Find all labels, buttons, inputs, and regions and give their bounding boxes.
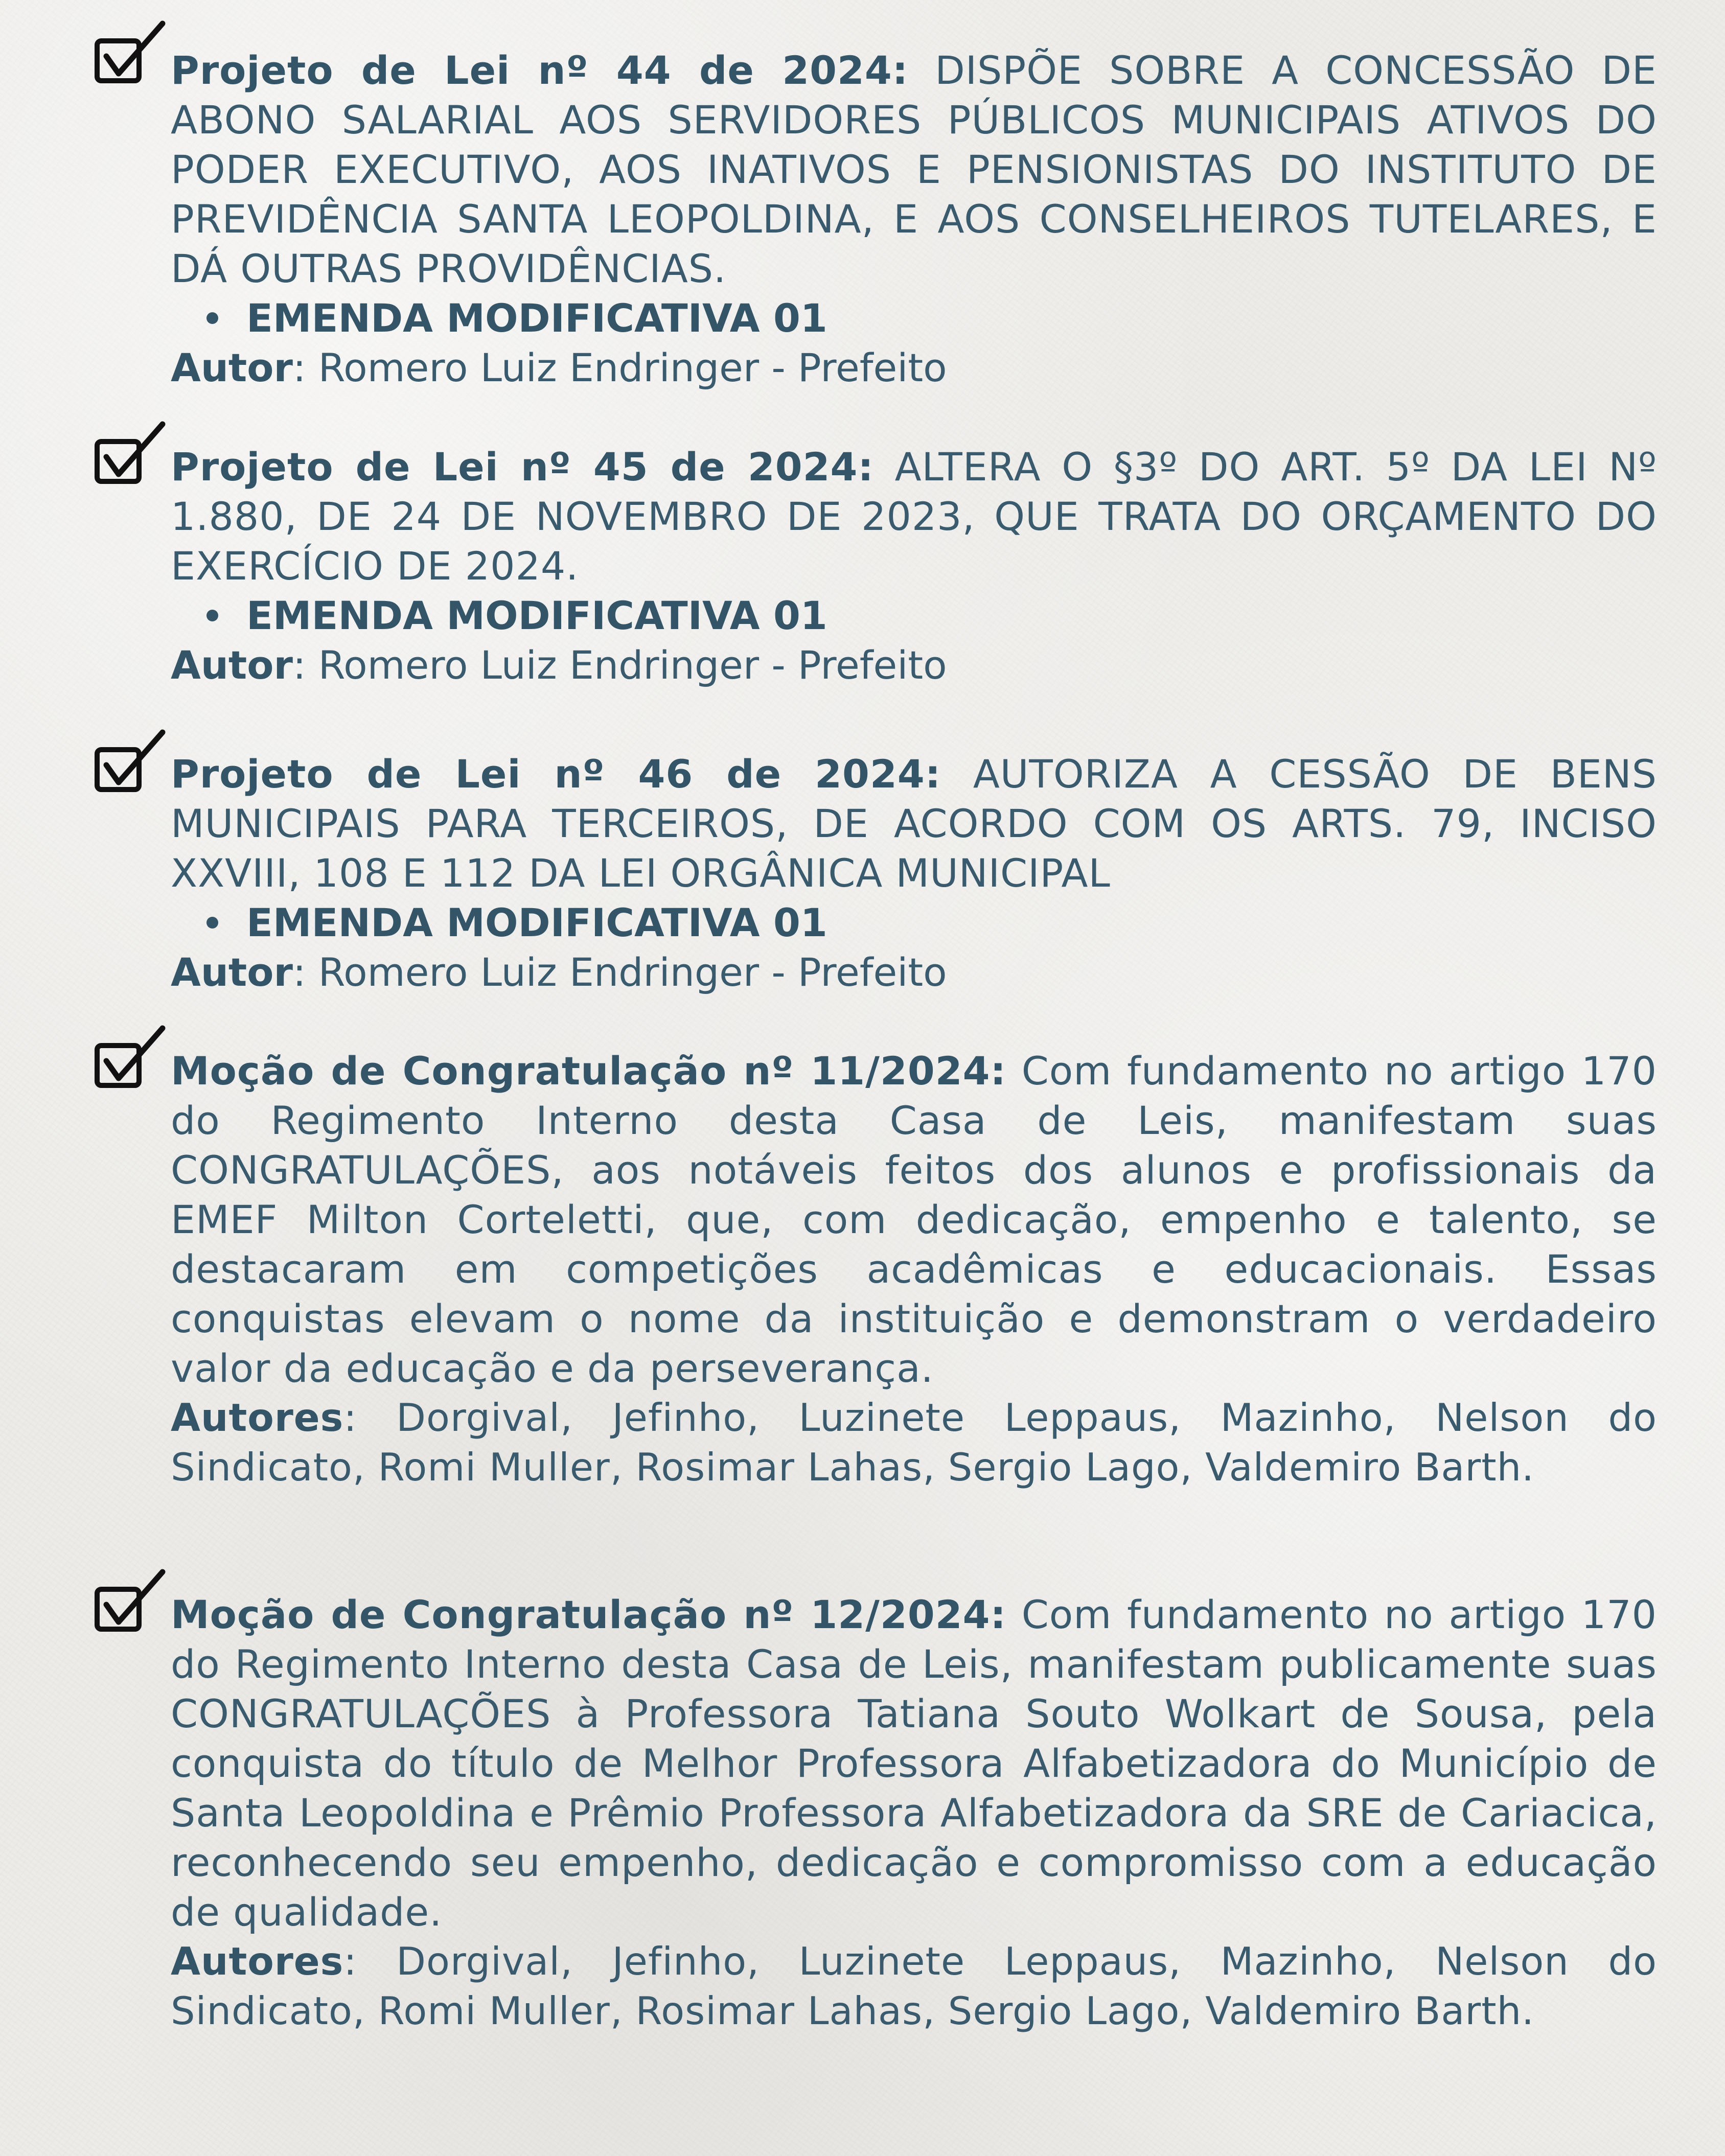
- item-paragraph: [171, 749, 1657, 898]
- item-heading: Projeto de Lei nº 46 de 2024:: [171, 751, 941, 797]
- author-label: Autor: [171, 642, 293, 688]
- author-value: : Romero Luiz Endringer - Prefeito: [292, 345, 947, 390]
- author-line: [171, 640, 1657, 690]
- bullet-icon: [206, 610, 218, 621]
- item-paragraph: [171, 1046, 1657, 1393]
- author-label: Autor: [171, 345, 293, 390]
- item-heading: Projeto de Lei nº 44 de 2024:: [171, 48, 909, 93]
- item-heading: Projeto de Lei nº 45 de 2024:: [171, 444, 874, 490]
- item-heading: Moção de Congratulação nº 12/2024:: [171, 1592, 1006, 1637]
- item-heading: Moção de Congratulação nº 11/2024:: [171, 1048, 1006, 1094]
- author-value: : Dorgival, Jefinho, Luzinete Leppaus, Mazinho, Nelson do Sindicato, Romi Muller, Rosimar Lahas, Sergio Lago, Valdemiro Barth.: [171, 1395, 1657, 1490]
- author-line: [171, 1937, 1657, 2036]
- item-description: Com fundamento no artigo 170 do Regimento Interno desta Casa de Leis, manifestam publicamente suas CONGRATULAÇÕES à Professora Tatiana Souto Wolkart de Sousa, pela conquista do título de Melhor Professora Alfabetizadora do Município de Santa Leopoldina e Prêmio Professora Alfabetizadora da SRE de Cariacica, reconhecendo seu empenho, dedicação e compromisso com a educação de qualidade.: [171, 1592, 1657, 1935]
- item-description: ALTERA O §3º DO ART. 5º DA LEI Nº 1.880, DE 24 DE NOVEMBRO DE 2023, QUE TRATA DO ORÇAMENTO DO EXERCÍCIO DE 2024.: [171, 444, 1657, 589]
- checked-box-icon: [92, 421, 169, 488]
- item-description: AUTORIZA A CESSÃO DE BENS MUNICIPAIS PARA TERCEIROS, DE ACORDO COM OS ARTS. 79, INCISO XXVIII, 108 E 112 DA LEI ORGÂNICA MUNICIPAL: [171, 751, 1657, 896]
- amendment-label: EMENDA MODIFICATIVA 01: [246, 295, 827, 341]
- checked-box-icon: [92, 729, 169, 796]
- author-line: [171, 1393, 1657, 1492]
- bullet-icon: [206, 917, 218, 929]
- author-value: : Dorgival, Jefinho, Luzinete Leppaus, Mazinho, Nelson do Sindicato, Romi Muller, Rosimar Lahas, Sergio Lago, Valdemiro Barth.: [171, 1939, 1657, 2033]
- bullet-icon: [206, 312, 218, 324]
- checked-box-icon: [92, 1025, 169, 1092]
- item-description: Com fundamento no artigo 170 do Regimento Interno desta Casa de Leis, manifestam suas CONGRATULAÇÕES, aos notáveis feitos dos alunos e profissionais da EMEF Milton Corteletti, que, com dedicação, empenho e talento, se destacaram em competições acadêmicas e educacionais. Essas conquistas elevam o nome da instituição e demonstram o verdadeiro valor da educação e da perseverança.: [171, 1048, 1657, 1391]
- list-item: [171, 591, 1657, 640]
- amendment-label: EMENDA MODIFICATIVA 01: [246, 900, 827, 945]
- author-line: [171, 947, 1657, 997]
- list-item: [171, 293, 1657, 343]
- agenda-item-pl-46: [171, 749, 1657, 997]
- author-line: [171, 343, 1657, 392]
- agenda-item-pl-44: [171, 45, 1657, 392]
- author-label: Autores: [171, 1939, 344, 1984]
- agenda-item-pl-45: [171, 442, 1657, 690]
- author-value: : Romero Luiz Endringer - Prefeito: [292, 642, 947, 688]
- amendment-label: EMENDA MODIFICATIVA 01: [246, 593, 827, 638]
- item-description: DISPÕE SOBRE A CONCESSÃO DE ABONO SALARIAL AOS SERVIDORES PÚBLICOS MUNICIPAIS ATIVOS DO PODER EXECUTIVO, AOS INATIVOS E PENSIONISTAS DO INSTITUTO DE PREVIDÊNCIA SANTA LEOPOLDINA, E AOS CONSELHEIROS TUTELARES, E DÁ OUTRAS PROVIDÊNCIAS.: [171, 48, 1657, 291]
- agenda-item-mocao-12: [171, 1590, 1657, 2036]
- author-label: Autor: [171, 949, 293, 995]
- author-label: Autores: [171, 1395, 344, 1440]
- author-value: : Romero Luiz Endringer - Prefeito: [292, 949, 947, 995]
- checked-box-icon: [92, 20, 169, 87]
- agenda-item-mocao-11: [171, 1046, 1657, 1492]
- item-paragraph: [171, 442, 1657, 591]
- list-item: [171, 898, 1657, 947]
- item-paragraph: [171, 1590, 1657, 1937]
- checked-box-icon: [92, 1569, 169, 1635]
- item-paragraph: [171, 45, 1657, 293]
